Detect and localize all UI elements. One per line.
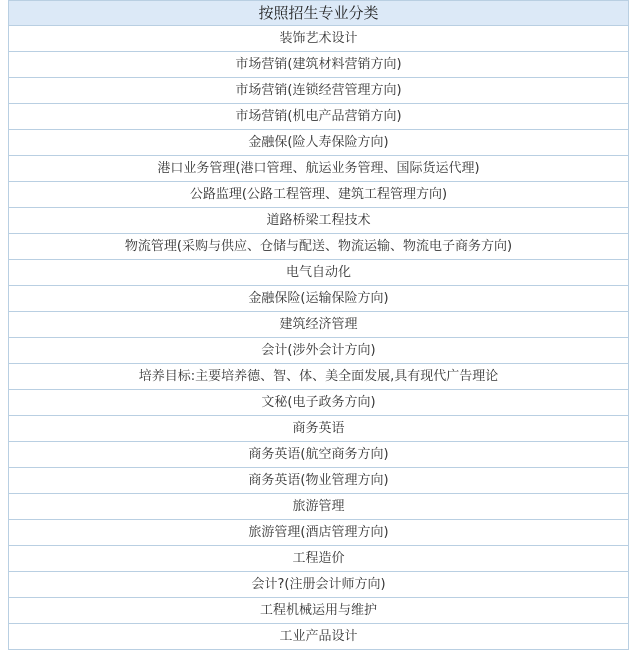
- table-cell: 电气自动化: [9, 260, 629, 286]
- table-row: [9, 26, 629, 52]
- table-row: [9, 572, 629, 598]
- table-cell: 工程机械运用与维护: [9, 598, 629, 624]
- table-cell: 公路监理(公路工程管理、建筑工程管理方向): [9, 182, 629, 208]
- table-cell: 商务英语(物业管理方向): [9, 468, 629, 494]
- table-cell: 工程造价: [9, 546, 629, 572]
- table-cell: 物流管理(采购与供应、仓储与配送、物流运输、物流电子商务方向): [9, 234, 629, 260]
- table-cell: 商务英语(航空商务方向): [9, 442, 629, 468]
- table-cell: 金融保(险人寿保险方向): [9, 130, 629, 156]
- table-cell: 旅游管理: [9, 494, 629, 520]
- table-header-row: [9, 1, 629, 26]
- table-cell: 会计?(注册会计师方向): [9, 572, 629, 598]
- table-cell: 道路桥梁工程技术: [9, 208, 629, 234]
- major-table-container: [8, 0, 629, 650]
- table-row: [9, 338, 629, 364]
- table-row: [9, 494, 629, 520]
- table-row: [9, 78, 629, 104]
- table-row: [9, 208, 629, 234]
- table-cell: 旅游管理(酒店管理方向): [9, 520, 629, 546]
- table-row: [9, 442, 629, 468]
- table-cell: 文秘(电子政务方向): [9, 390, 629, 416]
- table-cell: 装饰艺术设计: [9, 26, 629, 52]
- table-row: [9, 182, 629, 208]
- table-row: [9, 156, 629, 182]
- table-cell: 市场营销(机电产品营销方向): [9, 104, 629, 130]
- table-cell: 会计(涉外会计方向): [9, 338, 629, 364]
- table-row: [9, 546, 629, 572]
- table-row: [9, 286, 629, 312]
- table-cell: 建筑经济管理: [9, 312, 629, 338]
- major-category-table: [8, 0, 629, 650]
- table-row: [9, 312, 629, 338]
- table-cell: 培养目标:主要培养德、智、体、美全面发展,具有现代广告理论: [9, 364, 629, 390]
- table-header: 按照招生专业分类: [9, 1, 629, 26]
- table-row: [9, 390, 629, 416]
- table-row: [9, 52, 629, 78]
- table-cell: 市场营销(连锁经营管理方向): [9, 78, 629, 104]
- table-row: [9, 598, 629, 624]
- table-row: [9, 104, 629, 130]
- table-cell: 商务英语: [9, 416, 629, 442]
- table-cell: 工业产品设计: [9, 624, 629, 650]
- table-cell: 港口业务管理(港口管理、航运业务管理、国际货运代理): [9, 156, 629, 182]
- table-row: [9, 364, 629, 390]
- table-row: [9, 624, 629, 650]
- table-row: [9, 416, 629, 442]
- table-cell: 市场营销(建筑材料营销方向): [9, 52, 629, 78]
- table-row: [9, 130, 629, 156]
- table-cell: 金融保险(运输保险方向): [9, 286, 629, 312]
- table-row: [9, 468, 629, 494]
- table-row: [9, 234, 629, 260]
- table-row: [9, 520, 629, 546]
- table-row: [9, 260, 629, 286]
